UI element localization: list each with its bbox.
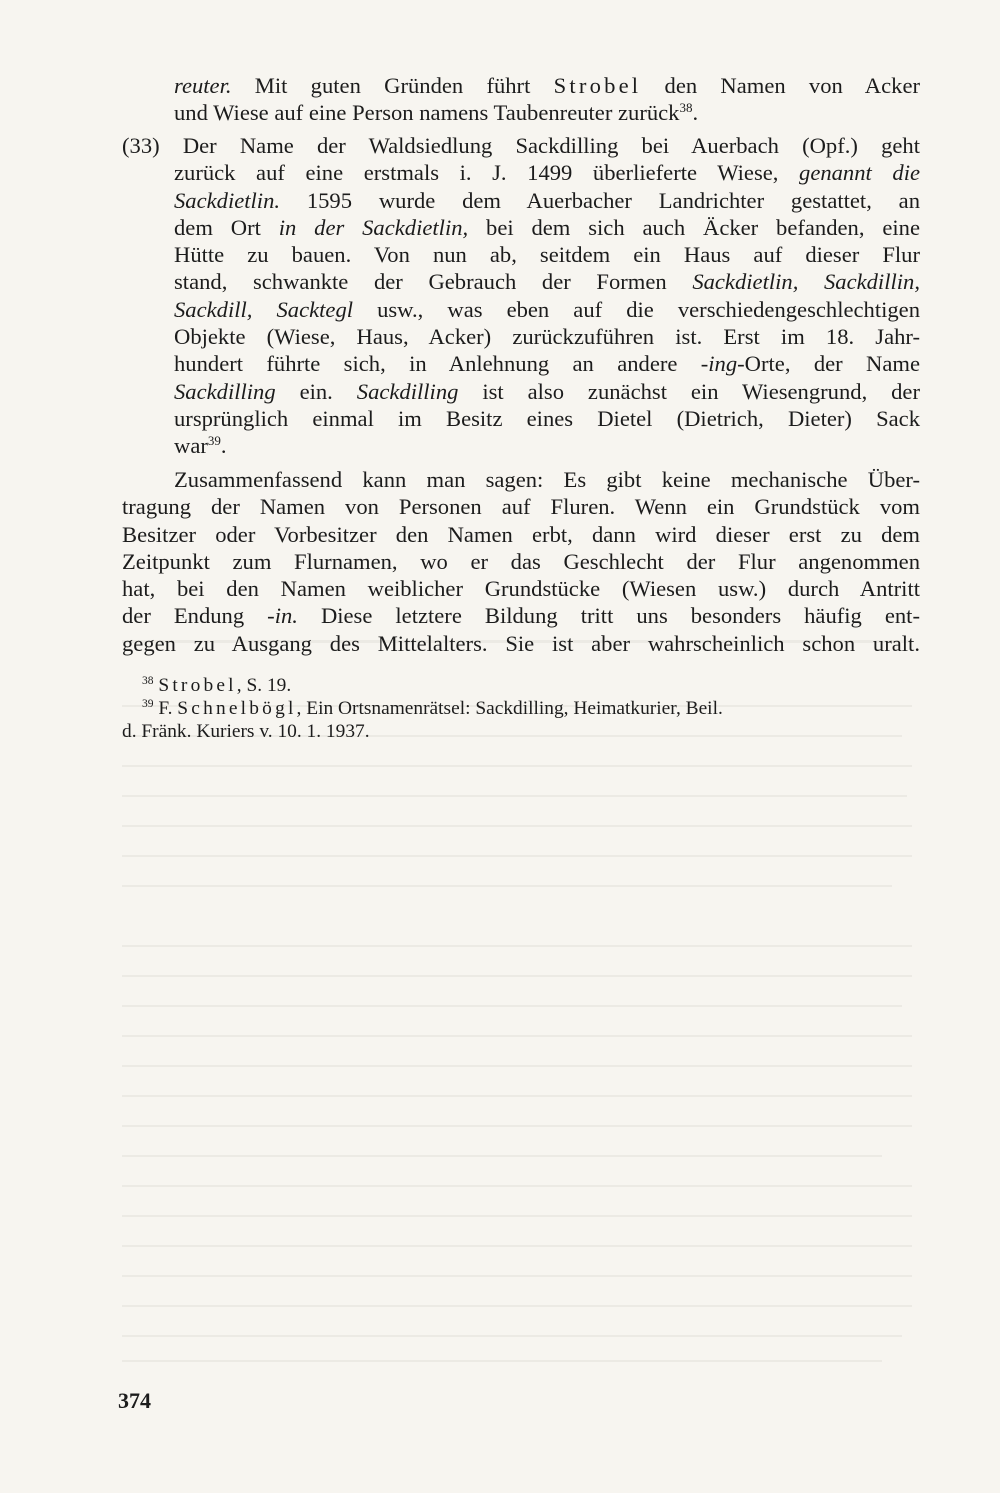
footnote-marker: 38 (142, 675, 154, 687)
text-line: der Endung -in. Diese letztere Bildung tritt uns besonders häufig ent- (122, 603, 920, 629)
numbered-item-33 (122, 132, 920, 460)
summary-paragraph (122, 466, 920, 657)
text-line: Besitzer oder Vorbesitzer den Namen erbt, dann wird dieser erst zu dem (122, 521, 920, 547)
text-line: Sackdill, Sacktegl usw., was eben auf die verschiedengeschlechtigen (174, 296, 921, 322)
text-line: stand, schwankte der Gebrauch der Formen Sackdietlin, Sackdillin, (174, 269, 920, 295)
text-line: hundert führte sich, in Anlehnung an andere -ing-Orte, der Name (174, 351, 920, 377)
text-line: und Wiese auf eine Person namens Taubenreuter zurück$^{38}$. (174, 100, 699, 126)
footnote-reference[interactable]: 39 (207, 433, 221, 449)
text-line: dem Ort in der Sackdietlin, bei dem sich auch Äcker befanden, eine (174, 214, 920, 240)
footnote-39: $^{39}$ F. Schnelbögl, Ein Ortsnamenrätsel: Sackdilling, Heimatkurier, Beil. d. Fränk. Kuriers v. 10. 1. 1937. (122, 698, 723, 742)
text-line: Zusammenfassend kann man sagen: Es gibt keine mechanische Über- (174, 467, 920, 492)
page-number: 374 (118, 1388, 151, 1413)
text-line: hat, bei den Namen weiblicher Grundstücke (Wiesen usw.) durch Antritt (122, 576, 920, 602)
footnote-reference[interactable]: 38 (679, 100, 693, 116)
footnote-38: $^{38}$ Strobel, S. 19. (142, 675, 292, 696)
text-line: ursprünglich einmal im Besitz eines Dietel (Dietrich, Dieter) Sack (174, 405, 920, 431)
text-line: gegen zu Ausgang des Mittelalters. Sie ist aber wahrscheinlich schon uralt. (122, 630, 920, 656)
text-line: war$^{39}$. (174, 433, 227, 459)
text-line: Objekte (Wiese, Haus, Acker) zurückzuführen ist. Erst im 18. Jahr- (174, 324, 920, 350)
text-line: Sackdietlin. 1595 wurde dem Auerbacher Landrichter gestattet, an (174, 187, 920, 213)
text-line: tragung der Namen von Personen auf Fluren. Wenn ein Grundstück vom (122, 494, 920, 520)
text-line: (33) Der Name der Waldsiedlung Sackdilling bei Auerbach (Opf.) geht (122, 133, 920, 158)
text-line: Zeitpunkt zum Flurnamen, wo er das Geschlecht der Flur angenommen (122, 548, 920, 574)
continued-paragraph (122, 72, 920, 127)
text-line: zurück auf eine erstmals i. J. 1499 überlieferte Wiese, genannt die (174, 160, 920, 186)
text-line: Sackdilling ein. Sackdilling ist also zunächst ein Wiesengrund, der (174, 378, 920, 404)
text-line: reuter. Mit guten Gründen führt Strobel den Namen von Acker (174, 73, 920, 98)
text-line: Hütte zu bauen. Von nun ab, seitdem ein Haus auf dieser Flur (174, 242, 920, 268)
footnote-marker: 39 (142, 698, 154, 710)
